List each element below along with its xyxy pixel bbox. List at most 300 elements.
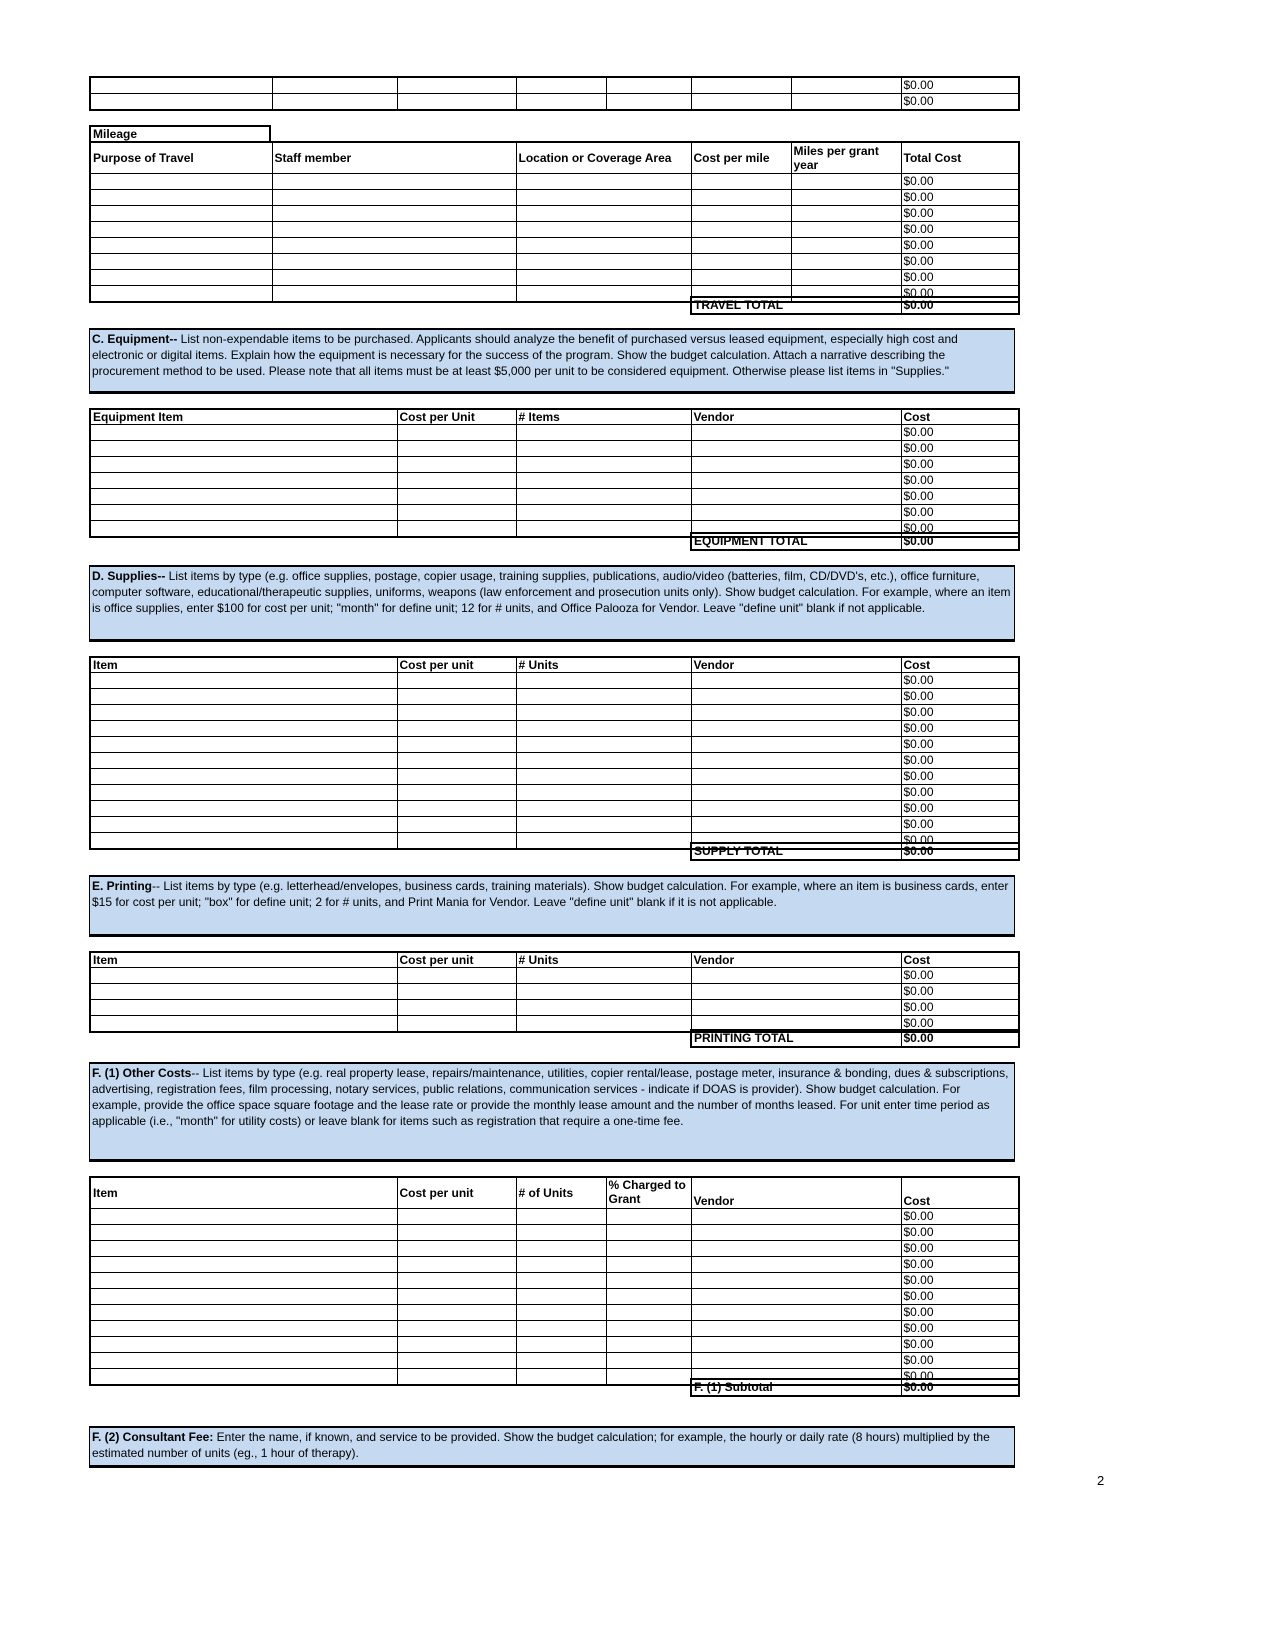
cell[interactable] (272, 173, 516, 189)
cell[interactable] (90, 753, 397, 769)
table-row (90, 753, 1019, 769)
cell[interactable] (606, 94, 691, 111)
printing-title: E. Printing (92, 879, 152, 893)
cell[interactable] (516, 833, 691, 850)
table-row (90, 94, 1019, 111)
cell[interactable] (606, 1256, 691, 1272)
table-row (90, 1304, 1019, 1320)
cell[interactable] (516, 1224, 606, 1240)
col-cost: Cost (901, 409, 1019, 425)
cell[interactable] (397, 1272, 516, 1288)
cell[interactable] (272, 189, 516, 205)
cost-cell: $0.00 (901, 1272, 1019, 1288)
cell[interactable] (691, 705, 901, 721)
cost-cell: $0.00 (901, 425, 1019, 441)
cell[interactable] (397, 1016, 516, 1033)
cell[interactable] (90, 1352, 397, 1368)
cell[interactable] (90, 425, 397, 441)
cell[interactable] (791, 189, 901, 205)
cell[interactable] (691, 753, 901, 769)
supply-total-row (690, 842, 1020, 861)
cell[interactable] (691, 473, 901, 489)
cell[interactable] (90, 457, 397, 473)
cell[interactable] (516, 785, 691, 801)
cell[interactable] (90, 1272, 397, 1288)
col-units: # of Units (516, 1177, 606, 1208)
cell[interactable] (397, 441, 516, 457)
cell[interactable] (516, 769, 691, 785)
cell[interactable] (272, 94, 397, 111)
cell[interactable] (606, 1304, 691, 1320)
cell[interactable] (397, 817, 516, 833)
table-row (90, 205, 1019, 221)
cell[interactable] (516, 984, 691, 1000)
cost-cell: $0.00 (901, 1336, 1019, 1352)
table-row (90, 253, 1019, 269)
cell[interactable] (516, 94, 606, 111)
cell[interactable] (397, 505, 516, 521)
cell[interactable] (397, 1352, 516, 1368)
consultant-text: Enter the name, if known, and service to be provided. Show the budget calculation; for example, the hourly or daily rate (8 hours) multiplied by the estimated number of units (eg., 1 hour of therapy). (92, 1430, 990, 1460)
cost-cell: $0.00 (901, 1320, 1019, 1336)
cell[interactable] (272, 269, 516, 285)
mileage-label: Mileage (89, 125, 271, 141)
cell[interactable] (90, 1368, 397, 1385)
cell[interactable] (691, 221, 791, 237)
cell[interactable] (397, 673, 516, 689)
table-row (90, 968, 1019, 984)
table-row (90, 505, 1019, 521)
cost-cell: $0.00 (901, 801, 1019, 817)
cell[interactable] (90, 689, 397, 705)
table-row (90, 173, 1019, 189)
cell[interactable] (397, 833, 516, 850)
cell[interactable] (90, 1240, 397, 1256)
cost-cell: $0.00 (901, 221, 1019, 237)
cost-cell: $0.00 (901, 968, 1019, 984)
cell[interactable] (516, 173, 691, 189)
cell[interactable] (397, 1368, 516, 1385)
table-row (90, 77, 1019, 94)
cell[interactable] (272, 77, 397, 94)
cell[interactable] (397, 77, 516, 94)
cell[interactable] (516, 673, 691, 689)
cell[interactable] (90, 441, 397, 457)
cell[interactable] (90, 705, 397, 721)
table-row (90, 673, 1019, 689)
cell[interactable] (691, 1208, 901, 1224)
cell[interactable] (791, 237, 901, 253)
cost-cell: $0.00 (901, 689, 1019, 705)
cost-cell: $0.00 (901, 1208, 1019, 1224)
cell[interactable] (90, 473, 397, 489)
table-row (90, 737, 1019, 753)
cell[interactable] (691, 1224, 901, 1240)
cost-cell: $0.00 (901, 705, 1019, 721)
other-costs-title: F. (1) Other Costs (92, 1066, 192, 1080)
other-costs-subtotal-value: $0.00 (901, 1379, 1019, 1396)
cell[interactable] (691, 1272, 901, 1288)
cost-cell: $0.00 (901, 505, 1019, 521)
col-items: # Items (516, 409, 691, 425)
cell[interactable] (90, 521, 397, 538)
cell[interactable] (691, 237, 791, 253)
cell[interactable] (516, 1256, 606, 1272)
cell[interactable] (606, 1224, 691, 1240)
cell[interactable] (791, 94, 901, 111)
supply-total-label: SUPPLY TOTAL (691, 843, 901, 860)
cell[interactable] (397, 1240, 516, 1256)
supplies-table (89, 656, 1020, 850)
cell[interactable] (516, 1336, 606, 1352)
cell[interactable] (516, 1288, 606, 1304)
cell[interactable] (516, 269, 691, 285)
cell[interactable] (691, 189, 791, 205)
cell[interactable] (516, 1352, 606, 1368)
cost-cell: $0.00 (901, 189, 1019, 205)
cell[interactable] (516, 817, 691, 833)
cost-cell: $0.00 (901, 237, 1019, 253)
cell[interactable] (397, 753, 516, 769)
cell[interactable] (90, 94, 272, 111)
col-staff: Staff member (272, 142, 516, 173)
cell[interactable] (90, 237, 272, 253)
cell[interactable] (516, 753, 691, 769)
cost-cell: $0.00 (901, 1352, 1019, 1368)
cell[interactable] (90, 505, 397, 521)
cell[interactable] (691, 1304, 901, 1320)
cost-cell: $0.00 (901, 521, 1019, 538)
col-units: # Units (516, 952, 691, 968)
cell[interactable] (691, 769, 901, 785)
other-costs-subtotal-row (690, 1378, 1020, 1397)
cell[interactable] (397, 984, 516, 1000)
table-row (90, 817, 1019, 833)
cell[interactable] (90, 1224, 397, 1240)
cell[interactable] (272, 237, 516, 253)
cell[interactable] (272, 205, 516, 221)
cell[interactable] (516, 1240, 606, 1256)
cell[interactable] (90, 737, 397, 753)
cell[interactable] (397, 1208, 516, 1224)
cell[interactable] (691, 817, 901, 833)
table-row (90, 189, 1019, 205)
cell[interactable] (90, 253, 272, 269)
table-row (90, 769, 1019, 785)
table-row (90, 1224, 1019, 1240)
cell[interactable] (691, 489, 901, 505)
mileage-table (89, 141, 1020, 303)
cost-cell: $0.00 (901, 1368, 1019, 1385)
equipment-title: C. Equipment-- (92, 332, 178, 346)
cell[interactable] (516, 253, 691, 269)
cell[interactable] (397, 521, 516, 538)
cost-cell: $0.00 (901, 673, 1019, 689)
table-row (90, 221, 1019, 237)
cell[interactable] (691, 1288, 901, 1304)
cost-cell: $0.00 (901, 769, 1019, 785)
col-cost: Cost (901, 1177, 1019, 1208)
cell[interactable] (516, 737, 691, 753)
cell[interactable] (691, 1336, 901, 1352)
travel-total-label: TRAVEL TOTAL (691, 297, 901, 314)
cell[interactable] (90, 817, 397, 833)
cell[interactable] (691, 673, 901, 689)
cell[interactable] (397, 1304, 516, 1320)
cell[interactable] (791, 221, 901, 237)
cell[interactable] (516, 77, 606, 94)
cell[interactable] (516, 473, 691, 489)
cell[interactable] (397, 473, 516, 489)
col-purpose: Purpose of Travel (90, 142, 272, 173)
cell[interactable] (691, 721, 901, 737)
printing-table (89, 951, 1020, 1033)
cell[interactable] (516, 1272, 606, 1288)
cell[interactable] (606, 1288, 691, 1304)
cell[interactable] (397, 769, 516, 785)
col-units: # Units (516, 657, 691, 673)
supply-total-value: $0.00 (901, 843, 1019, 860)
cell[interactable] (90, 721, 397, 737)
col-cost-per-unit: Cost per Unit (397, 409, 516, 425)
cost-cell: $0.00 (901, 1288, 1019, 1304)
printing-total-row (690, 1029, 1020, 1048)
printing-instructions (89, 875, 1015, 937)
col-vendor: Vendor (691, 409, 901, 425)
cell[interactable] (90, 205, 272, 221)
cell[interactable] (606, 1240, 691, 1256)
cell[interactable] (691, 1000, 901, 1016)
cell[interactable] (397, 489, 516, 505)
page-number: 2 (1097, 1473, 1105, 1488)
cell[interactable] (606, 77, 691, 94)
cell[interactable] (90, 1288, 397, 1304)
table-row (90, 425, 1019, 441)
cell[interactable] (791, 253, 901, 269)
cell[interactable] (397, 1336, 516, 1352)
cell[interactable] (691, 785, 901, 801)
equipment-instructions (89, 328, 1015, 394)
table-row (90, 984, 1019, 1000)
cost-cell: $0.00 (901, 77, 1019, 94)
cell[interactable] (90, 968, 397, 984)
cell[interactable] (606, 1368, 691, 1385)
equipment-total-label: EQUIPMENT TOTAL (691, 533, 901, 550)
cell[interactable] (691, 1256, 901, 1272)
cell[interactable] (397, 425, 516, 441)
cell[interactable] (791, 173, 901, 189)
table-row (90, 441, 1019, 457)
cost-cell: $0.00 (901, 1016, 1019, 1033)
cost-cell: $0.00 (901, 1256, 1019, 1272)
consultant-title: F. (2) Consultant Fee: (92, 1430, 214, 1444)
cell[interactable] (691, 173, 791, 189)
cell[interactable] (397, 1224, 516, 1240)
cost-cell: $0.00 (901, 489, 1019, 505)
cell[interactable] (90, 833, 397, 850)
cell[interactable] (90, 1208, 397, 1224)
cell[interactable] (691, 968, 901, 984)
col-cost-per-unit: Cost per unit (397, 1177, 516, 1208)
cell[interactable] (397, 968, 516, 984)
cell[interactable] (397, 1320, 516, 1336)
cell[interactable] (691, 1320, 901, 1336)
cell[interactable] (516, 425, 691, 441)
cell[interactable] (606, 1352, 691, 1368)
cell[interactable] (90, 269, 272, 285)
cell[interactable] (691, 457, 901, 473)
col-cost: Cost (901, 952, 1019, 968)
cell[interactable] (90, 984, 397, 1000)
cell[interactable] (516, 801, 691, 817)
cell[interactable] (516, 457, 691, 473)
cell[interactable] (516, 689, 691, 705)
cell[interactable] (516, 237, 691, 253)
cell[interactable] (397, 94, 516, 111)
cell[interactable] (606, 1336, 691, 1352)
cell[interactable] (90, 1304, 397, 1320)
cost-cell: $0.00 (901, 737, 1019, 753)
cell[interactable] (90, 1336, 397, 1352)
cell[interactable] (90, 1000, 397, 1016)
other-costs-instructions (89, 1062, 1015, 1162)
cell[interactable] (397, 689, 516, 705)
cell[interactable] (90, 189, 272, 205)
cell[interactable] (90, 221, 272, 237)
col-vendor: Vendor (691, 1177, 901, 1208)
cell[interactable] (516, 705, 691, 721)
cell[interactable] (90, 1256, 397, 1272)
cell[interactable] (516, 441, 691, 457)
cell[interactable] (397, 457, 516, 473)
table-row (90, 457, 1019, 473)
cell[interactable] (90, 1320, 397, 1336)
cell[interactable] (516, 1016, 691, 1033)
cell[interactable] (516, 721, 691, 737)
cell[interactable] (90, 769, 397, 785)
cost-cell: $0.00 (901, 785, 1019, 801)
col-cost-per-unit: Cost per unit (397, 952, 516, 968)
cell[interactable] (516, 521, 691, 538)
cell[interactable] (90, 285, 272, 302)
cell[interactable] (272, 285, 516, 302)
cell[interactable] (606, 1320, 691, 1336)
table-row (90, 473, 1019, 489)
cell[interactable] (691, 689, 901, 705)
equipment-text: List non-expendable items to be purchased. Applicants should analyze the benefit of purchased versus leased equipment, especially high cost and electronic or digital items. Explain how the equipment is necessary for the success of the program. Show the budget calculation. Attach a narrative describing the procurement method to be used. Please note that all items must be at least $5,000 per unit to be considered equipment. Otherwise please list items in "Supplies." (92, 332, 958, 378)
cell[interactable] (691, 505, 901, 521)
cell[interactable] (516, 1368, 606, 1385)
printing-total-label: PRINTING TOTAL (691, 1030, 901, 1047)
cell[interactable] (516, 968, 691, 984)
cell[interactable] (516, 205, 691, 221)
cell[interactable] (90, 489, 397, 505)
cost-cell: $0.00 (901, 94, 1019, 111)
col-total-cost: Total Cost (901, 142, 1019, 173)
cell[interactable] (516, 505, 691, 521)
cell[interactable] (606, 1208, 691, 1224)
col-location: Location or Coverage Area (516, 142, 691, 173)
cost-cell: $0.00 (901, 269, 1019, 285)
col-cost: Cost (901, 657, 1019, 673)
cell[interactable] (272, 221, 516, 237)
equipment-table (89, 408, 1020, 538)
cell[interactable] (397, 737, 516, 753)
table-row (90, 1336, 1019, 1352)
cell[interactable] (516, 1208, 606, 1224)
cell[interactable] (606, 1272, 691, 1288)
cell[interactable] (691, 441, 901, 457)
cell[interactable] (397, 705, 516, 721)
cell[interactable] (691, 77, 791, 94)
cell[interactable] (397, 1000, 516, 1016)
cell[interactable] (516, 1000, 691, 1016)
col-miles: Miles per grant year (791, 142, 901, 173)
cell[interactable] (397, 785, 516, 801)
cost-cell: $0.00 (901, 205, 1019, 221)
cell[interactable] (691, 984, 901, 1000)
table-row (90, 1256, 1019, 1272)
cell[interactable] (397, 801, 516, 817)
cell[interactable] (90, 673, 397, 689)
cell[interactable] (691, 253, 791, 269)
cell[interactable] (90, 173, 272, 189)
cell[interactable] (691, 1240, 901, 1256)
cell[interactable] (691, 205, 791, 221)
cell[interactable] (791, 77, 901, 94)
other-costs-subtotal-label: F. (1) Subtotal (691, 1379, 901, 1396)
table-row (90, 1352, 1019, 1368)
cost-cell: $0.00 (901, 721, 1019, 737)
cell[interactable] (691, 737, 901, 753)
cell[interactable] (516, 1320, 606, 1336)
cell[interactable] (691, 269, 791, 285)
col-percent-charged: % Charged to Grant (606, 1177, 691, 1208)
cell[interactable] (516, 1304, 606, 1320)
table-row (90, 785, 1019, 801)
cell[interactable] (791, 269, 901, 285)
cell[interactable] (516, 189, 691, 205)
cell[interactable] (516, 489, 691, 505)
cell[interactable] (90, 77, 272, 94)
consultant-instructions (89, 1426, 1015, 1468)
cell[interactable] (397, 721, 516, 737)
table-row (90, 721, 1019, 737)
cell[interactable] (272, 253, 516, 269)
cell[interactable] (516, 221, 691, 237)
cost-cell: $0.00 (901, 1224, 1019, 1240)
cell[interactable] (397, 1288, 516, 1304)
cell[interactable] (691, 1352, 901, 1368)
cell[interactable] (397, 1256, 516, 1272)
cell[interactable] (791, 205, 901, 221)
col-vendor: Vendor (691, 657, 901, 673)
cell[interactable] (90, 1016, 397, 1033)
cell[interactable] (90, 801, 397, 817)
table-row (90, 1288, 1019, 1304)
travel-total-value: $0.00 (901, 297, 1019, 314)
cell[interactable] (691, 425, 901, 441)
cell[interactable] (691, 801, 901, 817)
table-row (90, 237, 1019, 253)
table-row (90, 1208, 1019, 1224)
cell[interactable] (90, 785, 397, 801)
printing-text: -- List items by type (e.g. letterhead/envelopes, business cards, training materials). Show budget calculation. For example, where an item is business cards, enter $15 for cost per unit; "box" for define unit; 2 for # units, and Print Mania for Vendor. Leave "define unit" blank if it is not applicable. (92, 879, 1009, 909)
travel-total-row (690, 296, 1020, 315)
cell[interactable] (691, 94, 791, 111)
cell[interactable] (516, 285, 691, 302)
table-row (90, 1320, 1019, 1336)
